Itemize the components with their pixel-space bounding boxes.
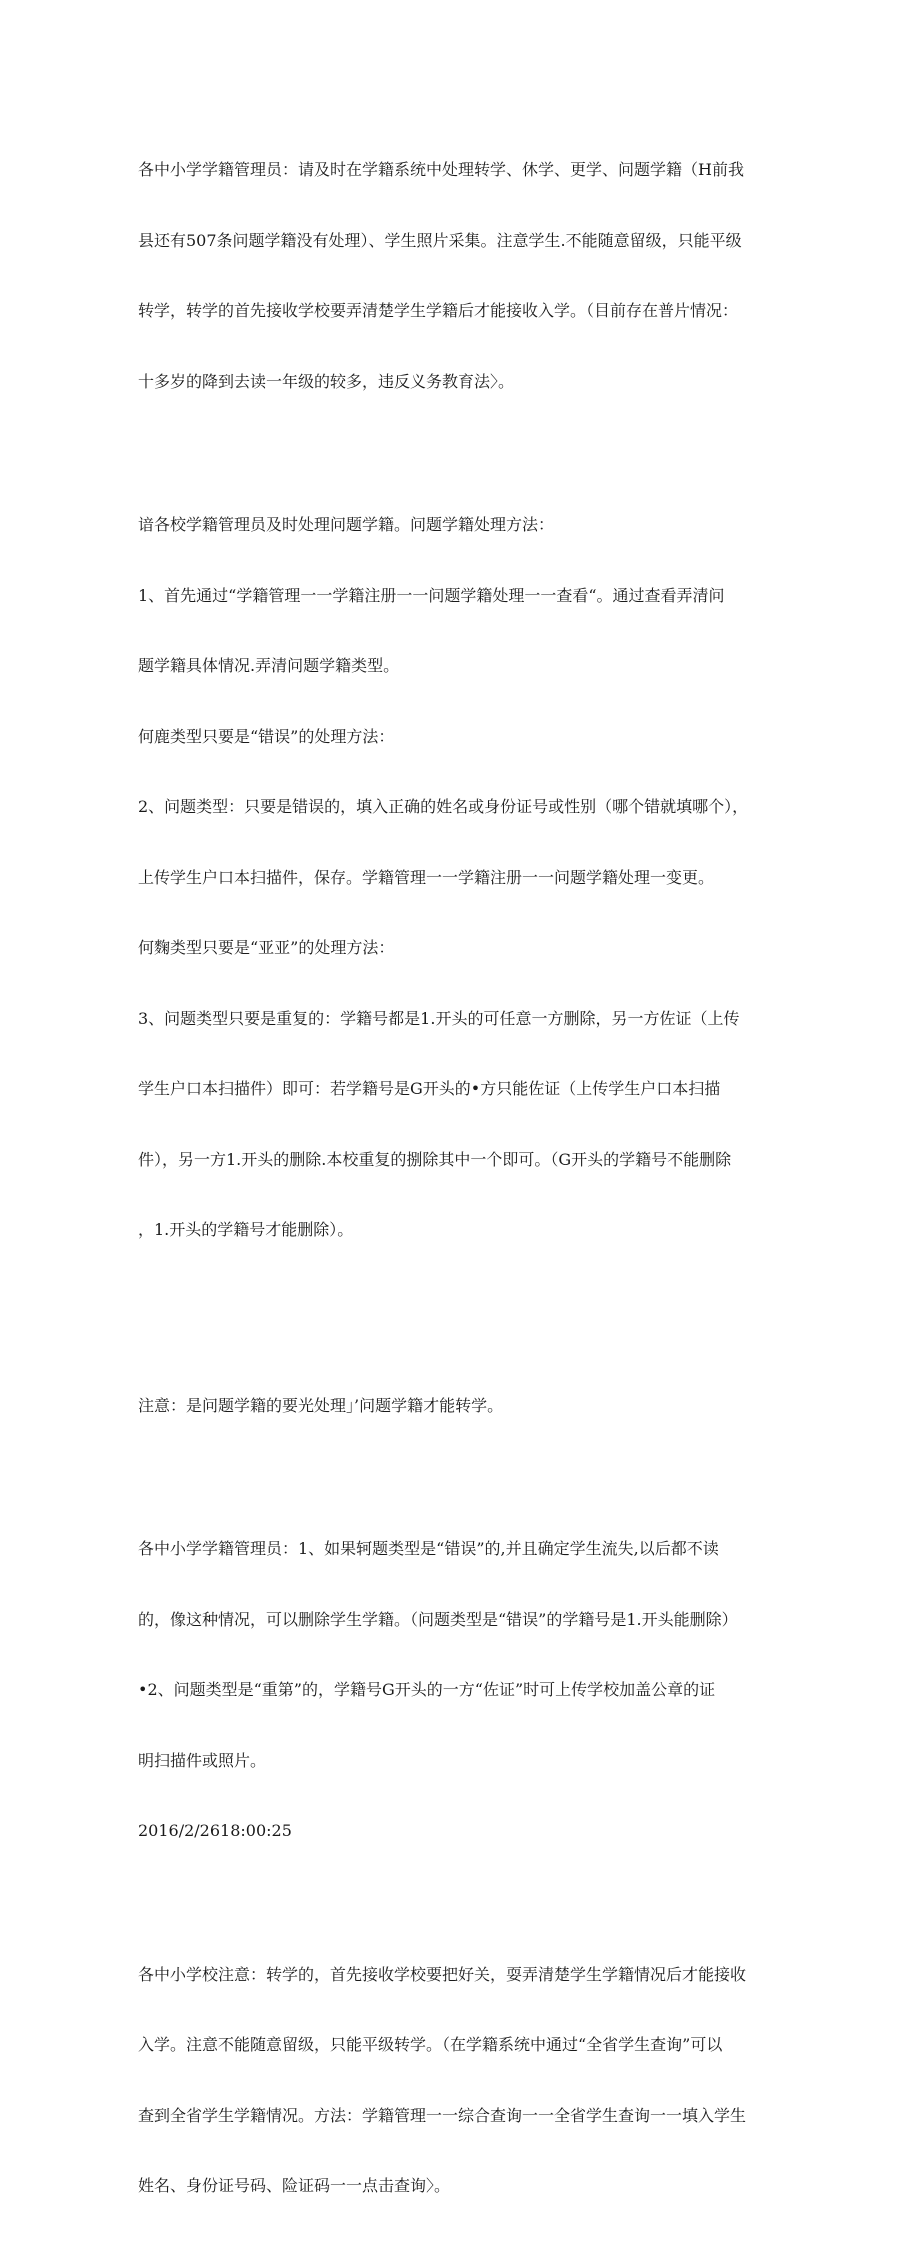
text-line: 姓名、身份证号码、险证码一一点击查询〉。 xyxy=(138,2176,451,2195)
text-line: 明扫描件或照片。 xyxy=(138,1750,267,1770)
paragraph-attention xyxy=(138,1347,794,1465)
text-line: 上传学生户口本扫描件，保存。学籍管理一一学籍注册一一问题学籍处理一变更。 xyxy=(138,867,715,887)
text-line: 何麴类型只要是“亚亚”的处理方法： xyxy=(138,938,395,957)
text-line: 谙各校学籍管理员及时处理问题学籍。问题学籍处理方法： xyxy=(138,515,555,534)
text-line: 的，像这种情况，可以删除学生学籍。（问题类型是“错误”的学籍号是1.开头能删除） xyxy=(138,1609,738,1629)
text-line: ，1.开头的学籍号才能删除）。 xyxy=(138,1220,354,1239)
text-line: 2、问题类型：只要是错误的，填入正确的姓名或身份证号或性别（哪个错就填哪个）， xyxy=(138,797,749,816)
timestamp: 2016/2/2618:00:25 xyxy=(138,1821,292,1840)
text-line: 转学，转学的首先接收学校要弄清楚学生学籍后才能接收入学。（目前存在普片情况： xyxy=(138,301,739,320)
paragraph-spacer xyxy=(138,1464,794,1490)
paragraph-notice-transfer xyxy=(138,111,794,440)
paragraph-spacer xyxy=(138,1289,794,1347)
text-line: 学生户口本扫描件）即可：若学籍号是G开头的•方只能佐证（上传学生户口本扫描 xyxy=(138,1079,721,1098)
text-line: •2、问题类型是“重第”的，学籍号G开头的一方“佐证”时可上传学校加盖公章的证 xyxy=(138,1680,716,1699)
text-line: 各中小学校注意：转学的，首先接收学校要把好关，耍弄清楚学生学籍情况后才能接收 xyxy=(138,1964,747,1984)
paragraph-deletion-notes xyxy=(138,1490,794,1890)
text-line: 入学。注意不能随意留级，只能平级转学。（在学籍系统中通过“全省学生查询”可以 xyxy=(138,2035,723,2054)
text-line: 1、首先通过“学籍管理一一学籍注册一一问题学籍处理一一查看“。通过查看弄清问 xyxy=(138,585,725,605)
document-page xyxy=(138,111,794,2245)
text-line: 查到全省学生学籍情况。方法：学籍管理一一综合查询一一全省学生查询一一填入学生 xyxy=(138,2105,747,2125)
paragraph-spacer xyxy=(138,440,794,466)
text-line: 县还有507条问题学籍没有处理）、学生照片采集。注意学生.不能随意留级，只能平级 xyxy=(138,230,742,250)
text-line: 各中小学学籍管理员：请及时在学籍系统中处理转学、休学、更学、问题学籍（H前我 xyxy=(138,160,744,179)
text-line: 注意：是问题学籍的要光处理」’问题学籍才能转学。 xyxy=(138,1395,504,1415)
paragraph-spacer xyxy=(138,1890,794,1916)
text-line: 何鹿类型只要是“错误”的处理方法： xyxy=(138,726,395,746)
text-line: 3、问题类型只要是重复的：学籍号都是1.开头的可任意一方删除，另一方佐证（上传 xyxy=(138,1008,740,1028)
text-line: 各中小学学籍管理员：1、如果轲题类型是“错误”的,并且确定学生流失,以后都不读 xyxy=(138,1539,719,1558)
text-line: 题学籍具体情况.弄清问题学籍类型。 xyxy=(138,656,400,675)
paragraph-handling-methods xyxy=(138,466,794,1289)
text-line: 件），另一方1.开头的删除.本校重复的捌除其中一个即可。（G开头的学籍号不能删除 xyxy=(138,1149,732,1169)
text-line: 十多岁的降到去读一年级的较多，违反义务教育法〉。 xyxy=(138,371,515,391)
paragraph-school-notice xyxy=(138,1916,794,2245)
